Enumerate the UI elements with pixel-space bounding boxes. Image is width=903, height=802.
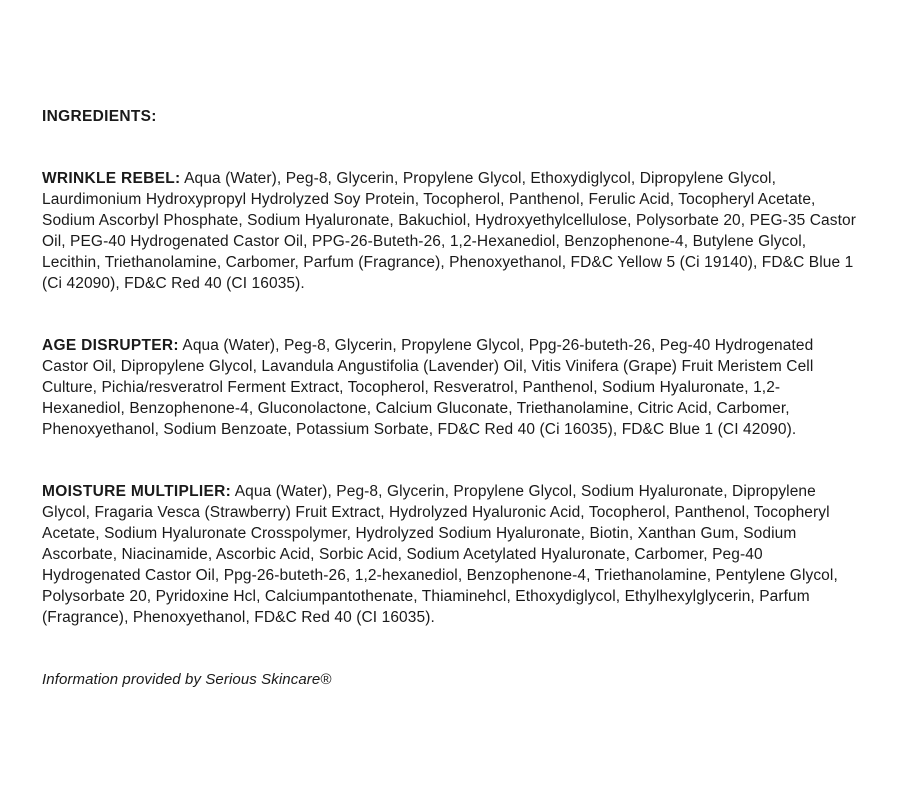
section-text-wrinkle-rebel: Aqua (Water), Peg-8, Glycerin, Propylene Glycol, Ethoxydiglycol, Dipropylene Glycol, Laurdimonium Hydroxypropyl Hydrolyzed Soy Protein, Tocopherol, Panthenol, Ferulic Acid, Tocopheryl Acetate, Sodium Ascorbyl Phosphate, Sodium Hyaluronate, Bakuchiol, Hydroxyethylcellulose, Polysorbate 20, PEG-35 Castor Oil, PEG-40 Hydrogenated Castor Oil, PPG-26-Buteth-26, 1,2-Hexanediol, Benzophenone-4, Butylene Glycol, Lecithin, Triethanolamine, Carbomer, Parfum (Fragrance), Phenoxyethanol, FD&C Yellow 5 (Ci 19140), FD&C Blue 1 (Ci 42090), FD&C Red 40 (CI 16035). [42, 170, 856, 292]
attribution-note: Information provided by Serious Skincare® [42, 671, 332, 688]
ingredients-heading: INGREDIENTS: [42, 108, 157, 125]
section-label-moisture-multiplier: MOISTURE MULTIPLIER: [42, 483, 232, 500]
ingredient-section-age-disrupter [42, 335, 861, 440]
section-label-wrinkle-rebel: WRINKLE REBEL: [42, 170, 181, 187]
section-label-age-disrupter: AGE DISRUPTER: [42, 337, 179, 354]
section-text-age-disrupter: Aqua (Water), Peg-8, Glycerin, Propylene Glycol, Ppg-26-buteth-26, Peg-40 Hydrogenated Castor Oil, Dipropylene Glycol, Lavandula Angustifolia (Lavender) Oil, Vitis Vinifera (Grape) Fruit Meristem Cell Culture, Pichia/resveratrol Ferment Extract, Tocopherol, Resveratrol, Panthenol, Sodium Hyaluronate, 1,2-Hexanediol, Benzophenone-4, Gluconolactone, Calcium Gluconate, Triethanolamine, Citric Acid, Carbomer, Phenoxyethanol, Sodium Benzoate, Potassium Sorbate, FD&C Red 40 (Ci 16035), FD&C Blue 1 (CI 42090). [42, 337, 814, 438]
section-text-moisture-multiplier: Aqua (Water), Peg-8, Glycerin, Propylene Glycol, Sodium Hyaluronate, Dipropylene Glycol, Fragaria Vesca (Strawberry) Fruit Extract, Hydrolyzed Hyaluronic Acid, Tocopherol, Panthenol, Tocopheryl Acetate, Sodium Hyaluronate Crosspolymer, Hydrolyzed Sodium Hyaluronate, Biotin, Xanthan Gum, Sodium Ascorbate, Niacinamide, Ascorbic Acid, Sorbic Acid, Sodium Acetylated Hyaluronate, Carbomer, Peg-40 Hydrogenated Castor Oil, Ppg-26-buteth-26, 1,2-hexanediol, Benzophenone-4, Triethanolamine, Pentylene Glycol, Polysorbate 20, Pyridoxine Hcl, Calciumpantothenate, Thiaminehcl, Ethoxydiglycol, Ethylhexylglycerin, Parfum (Fragrance), Phenoxyethanol, FD&C Red 40 (CI 16035). [42, 483, 838, 626]
ingredient-section-wrinkle-rebel [42, 168, 861, 294]
ingredient-section-moisture-multiplier [42, 481, 861, 628]
